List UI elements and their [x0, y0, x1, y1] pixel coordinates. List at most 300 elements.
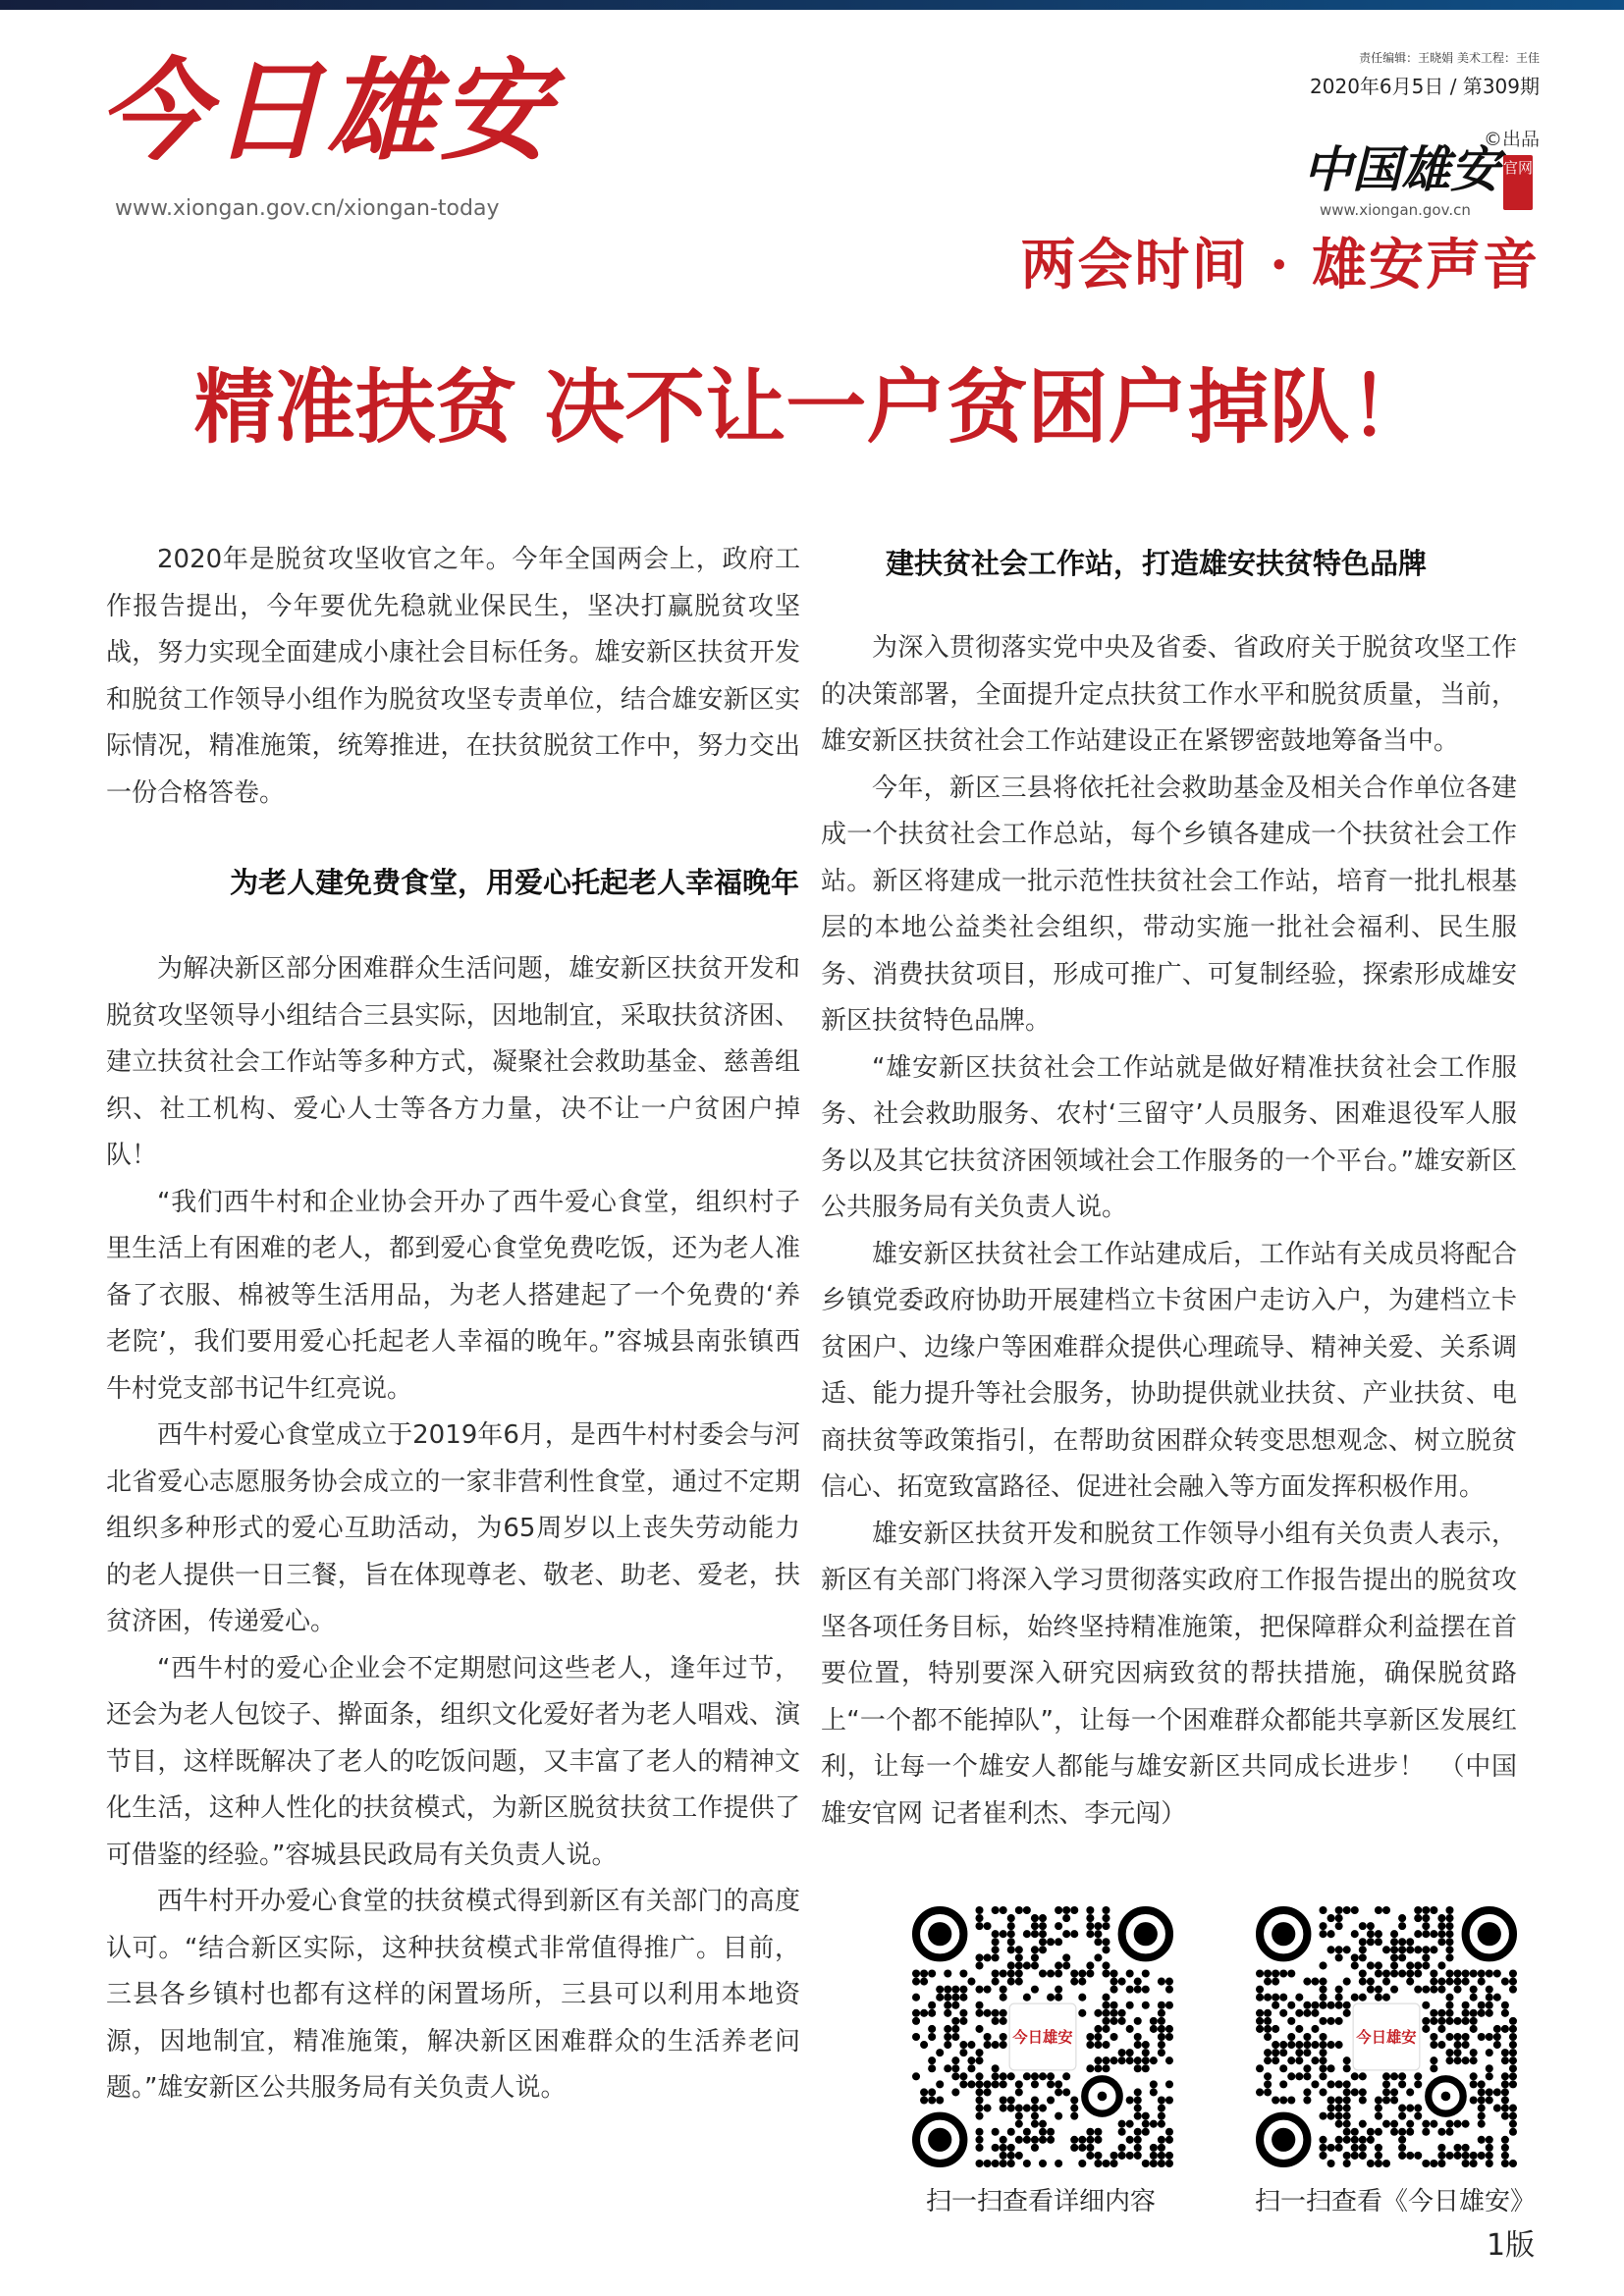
qr-module	[1303, 2064, 1311, 2072]
qr-module	[928, 2096, 936, 2104]
qr-module	[1023, 1961, 1031, 1969]
qr-module	[1039, 2136, 1047, 2144]
qr-module	[1150, 2080, 1158, 2088]
qr-module	[1501, 2056, 1509, 2064]
qr-module	[1343, 2096, 1351, 2104]
qr-module	[944, 2041, 951, 2049]
qr-module	[944, 2009, 951, 2017]
qr-module	[1359, 1953, 1367, 1961]
masthead-logo: 今日雄安	[98, 47, 554, 176]
qr-module	[1023, 2128, 1031, 2136]
qr-module	[1462, 1969, 1470, 1977]
qr-module	[1478, 2088, 1486, 2096]
qr-module	[1158, 2096, 1165, 2104]
qr-module	[1390, 2120, 1398, 2128]
qr-module	[920, 2041, 928, 2049]
qr-module	[1501, 2152, 1509, 2160]
qr-module	[1501, 2096, 1509, 2104]
qr-module	[928, 2033, 936, 2041]
qr-module	[1437, 2128, 1445, 2136]
paragraph: “雄安新区扶贫社会工作站就是做好精准扶贫社会工作服务、社会救助服务、农村‘三留守’人员服务、困难退役军人服务以及其它扶贫济困领域社会工作服务的一个平台。”雄安新区公共服务局有关负责人说。	[821, 1052, 1517, 1222]
qr-module	[1279, 1994, 1287, 2002]
qr-module	[984, 2160, 992, 2167]
qr-module	[1437, 1986, 1445, 1994]
qr-module	[1454, 2017, 1462, 2025]
qr-module	[1086, 2041, 1094, 2049]
qr-module	[1390, 1953, 1398, 1961]
qr-logo-text: 今日雄安	[1356, 2028, 1417, 2047]
qr-module	[1422, 2017, 1430, 2025]
qr-module	[1094, 1938, 1102, 1946]
qr-module	[1264, 2088, 1272, 2096]
qr-module	[1000, 2096, 1007, 2104]
qr-module	[1165, 1986, 1173, 1994]
qr-module	[951, 2072, 959, 2080]
paragraph: 为解决新区部分困难群众生活问题，雄安新区扶贫开发和脱贫攻坚领导小组结合三县实际，因地制宜，采取扶贫济困、建立扶贫社会工作站等多种方式，凝聚社会救助基金、慈善组织、社工机构、爱心人士等各方力量，决不让一户贫困户掉队！	[106, 954, 800, 1170]
qr-module	[1086, 2128, 1094, 2136]
qr-module	[1094, 1922, 1102, 1930]
qr-module	[1501, 2025, 1509, 2033]
headline: 精准扶贫 决不让一户贫困户掉队！	[193, 360, 1431, 454]
qr-module	[920, 2009, 928, 2017]
qr-module	[920, 1978, 928, 1986]
qr-module	[1158, 2041, 1165, 2049]
qr-module	[1023, 1906, 1031, 1914]
qr-module	[1367, 2160, 1375, 2167]
qr-module	[912, 2033, 920, 2041]
qr-finder-dot	[1272, 2128, 1295, 2152]
qr-module	[1094, 2041, 1102, 2049]
qr-module	[1086, 1914, 1094, 1922]
qr-module	[1462, 2009, 1470, 2017]
qr-module	[1142, 2160, 1150, 2167]
qr-module	[1279, 2080, 1287, 2088]
qr-module	[1102, 1961, 1110, 1969]
qr-module	[1382, 2120, 1390, 2128]
qr-module	[1430, 2033, 1437, 2041]
qr-module	[1264, 2080, 1272, 2088]
qr-module	[1000, 2144, 1007, 2152]
qr-module	[936, 1986, 944, 1994]
left-intro	[106, 537, 800, 817]
qr-module	[967, 2080, 975, 2088]
qr-module	[1047, 2128, 1055, 2136]
qr-module	[1110, 2056, 1118, 2064]
qr-module	[1509, 1986, 1517, 1994]
qr-module	[1264, 2009, 1272, 2017]
qr-module	[1023, 1994, 1031, 2002]
qr-module	[1134, 2144, 1142, 2152]
qr-module	[1264, 1969, 1272, 1977]
qr-module	[992, 2144, 1000, 2152]
qr-module	[1256, 2088, 1264, 2096]
qr-module	[984, 2009, 992, 2017]
qr-code-details[interactable]	[912, 1906, 1173, 2167]
qr-module	[1134, 2088, 1142, 2096]
qr-module	[1150, 2056, 1158, 2064]
qr-module	[1351, 1906, 1359, 1914]
qr-module	[959, 2009, 967, 2017]
qr-module	[1311, 2009, 1319, 2017]
qr-module	[1070, 2096, 1078, 2104]
qr-code-newspaper[interactable]	[1256, 1906, 1517, 2167]
qr-module	[912, 2017, 920, 2025]
qr-module	[1422, 1914, 1430, 1922]
qr-module	[1272, 2049, 1279, 2056]
qr-module	[1509, 2072, 1517, 2080]
qr-module	[1279, 2009, 1287, 2017]
qr-module	[1039, 2072, 1047, 2080]
qr-module	[920, 2096, 928, 2104]
qr-module	[992, 2009, 1000, 2017]
qr-module	[1070, 2112, 1078, 2120]
qr-module	[1335, 1986, 1343, 1994]
qr-module	[1343, 2064, 1351, 2072]
qr-module	[1382, 2088, 1390, 2096]
qr-module	[1142, 2120, 1150, 2128]
qr-module	[1055, 2088, 1062, 2096]
qr-module	[1335, 2080, 1343, 2088]
qr-module	[1478, 2105, 1486, 2112]
qr-module	[1493, 1994, 1501, 2002]
qr-module	[1039, 1969, 1047, 1977]
qr-module	[1445, 1938, 1453, 1946]
qr-module	[944, 2025, 951, 2033]
qr-module	[1327, 2017, 1335, 2025]
qr-module	[1445, 2017, 1453, 2025]
qr-module	[1039, 1930, 1047, 1938]
qr-module	[1150, 2017, 1158, 2025]
qr-module	[1462, 2120, 1470, 2128]
qr-module	[1335, 2144, 1343, 2152]
qr-module	[1134, 2105, 1142, 2112]
qr-module	[1445, 1914, 1453, 1922]
qr-module	[1414, 2072, 1422, 2080]
right-subheading: 建扶贫社会工作站，打造雄安扶贫特色品牌	[886, 547, 1428, 580]
qr-module	[1343, 2152, 1351, 2160]
qr-module	[1047, 1938, 1055, 1946]
paragraph: “我们西牛村和企业协会开办了西牛爱心食堂，组织村子里生活上有困难的老人，都到爱心食堂免费吃饭，还为老人准备了衣服、棉被等生活用品，为老人搭建起了一个免费的‘养老院’，我们要用爱心托起老人幸福的晚年。”容城县南张镇西牛村党支部书记牛红亮说。	[106, 1187, 800, 1404]
qr-module	[1000, 1930, 1007, 1938]
qr-module	[1478, 1978, 1486, 1986]
qr-module	[1070, 1906, 1078, 1914]
qr-module	[1055, 1961, 1062, 1969]
qr-module	[1501, 2144, 1509, 2152]
qr-module	[1478, 2080, 1486, 2088]
qr-module	[1445, 2002, 1453, 2009]
qr-module	[1272, 2056, 1279, 2064]
qr-module	[1086, 1906, 1094, 1914]
qr-module	[1382, 2080, 1390, 2088]
qr-module	[1264, 2033, 1272, 2041]
qr-module	[1445, 2128, 1453, 2136]
qr-module	[1142, 2128, 1150, 2136]
qr-module	[975, 2096, 983, 2104]
qr-module	[975, 2112, 983, 2120]
qr-module	[1382, 1946, 1390, 1953]
qr-module	[1390, 1938, 1398, 1946]
qr-module	[1078, 2144, 1086, 2152]
qr-module	[1367, 1961, 1375, 1969]
qr-module	[1007, 1914, 1015, 1922]
qr-module	[1102, 2009, 1110, 2017]
publisher-url[interactable]: www.xiongan.gov.cn	[1320, 201, 1471, 219]
qr-module	[1509, 2017, 1517, 2025]
qr-module	[1343, 2056, 1351, 2064]
qr-module	[1319, 1994, 1326, 2002]
qr-module	[1134, 1986, 1142, 1994]
qr-module	[928, 2002, 936, 2009]
qr-module	[1118, 2128, 1126, 2136]
qr-module	[975, 2049, 983, 2056]
qr-module	[1406, 2105, 1414, 2112]
qr-module	[1486, 2009, 1493, 2017]
qr-module	[1303, 1978, 1311, 1986]
qr-module	[1478, 2096, 1486, 2104]
qr-module	[1437, 2160, 1445, 2167]
qr-module	[1287, 2096, 1295, 2104]
qr-module	[1430, 2064, 1437, 2072]
qr-module	[1509, 1978, 1517, 1986]
qr-module	[1486, 2152, 1493, 2160]
qr-module	[1509, 2041, 1517, 2049]
qr-module	[928, 2064, 936, 2072]
qr-module	[1359, 2136, 1367, 2144]
qr-module	[975, 1986, 983, 1994]
qr-module	[1437, 1922, 1445, 1930]
qr-module	[1015, 1946, 1023, 1953]
qr-module	[1454, 1978, 1462, 1986]
qr-module	[1165, 2033, 1173, 2041]
qr-module	[1000, 1986, 1007, 1994]
qr-module	[1390, 2128, 1398, 2136]
qr-module	[1351, 1994, 1359, 2002]
qr-module	[1094, 2160, 1102, 2167]
qr-module	[1462, 2160, 1470, 2167]
qr-module	[1501, 2002, 1509, 2009]
qr-module	[1470, 2056, 1478, 2064]
qr-caption-newspaper: 扫一扫查看《今日雄安》	[1255, 2187, 1537, 2216]
qr-module	[1031, 1986, 1039, 1994]
qr-module	[1039, 2128, 1047, 2136]
qr-module	[944, 2033, 951, 2041]
qr-module	[1000, 1906, 1007, 1914]
qr-module	[1031, 2072, 1039, 2080]
qr-module	[1359, 1938, 1367, 1946]
qr-module	[1110, 2017, 1118, 2025]
qr-module	[1319, 1978, 1326, 1986]
qr-module	[1039, 1946, 1047, 1953]
qr-module	[1015, 1969, 1023, 1977]
qr-module	[951, 2017, 959, 2025]
qr-module	[959, 2072, 967, 2080]
qr-module	[1134, 2041, 1142, 2049]
qr-module	[1023, 2072, 1031, 2080]
qr-module	[1390, 2096, 1398, 2104]
qr-module	[1327, 1914, 1335, 1922]
qr-module	[1165, 2096, 1173, 2104]
qr-module	[1303, 2049, 1311, 2056]
qr-module	[1509, 2112, 1517, 2120]
qr-module	[1000, 1969, 1007, 1977]
qr-module	[1414, 2105, 1422, 2112]
qr-module	[1478, 2112, 1486, 2120]
qr-module	[1509, 2033, 1517, 2041]
qr-module	[1462, 2033, 1470, 2041]
qr-module	[1102, 2025, 1110, 2033]
qr-module	[1015, 2080, 1023, 2088]
paragraph: 今年，新区三县将依托社会救助基金及相关合作单位各建成一个扶贫社会工作总站，每个乡镇各建成一个扶贫社会工作站。新区将建成一批示范性扶贫社会工作站，培育一批扎根基层的本地公益类社会组织，带动实施一批社会福利、民生服务、消费扶贫项目，形成可推广、可复制经验，探索形成雄安新区扶贫特色品牌。	[821, 773, 1517, 1036]
qr-module	[1493, 2105, 1501, 2112]
qr-logo-text: 今日雄安	[1012, 2028, 1073, 2047]
qr-module	[1437, 2017, 1445, 2025]
qr-module	[1070, 2105, 1078, 2112]
qr-module	[984, 2041, 992, 2049]
qr-module	[1414, 2152, 1422, 2160]
qr-module	[1319, 1961, 1326, 1969]
qr-module	[1118, 2120, 1126, 2128]
qr-module	[1327, 2096, 1335, 2104]
qr-module	[1287, 1969, 1295, 1977]
right-body	[821, 625, 1517, 1838]
qr-module	[1094, 2136, 1102, 2144]
qr-module	[1486, 2072, 1493, 2080]
qr-module	[1031, 2080, 1039, 2088]
qr-module	[1430, 2041, 1437, 2049]
qr-module	[1094, 1953, 1102, 1961]
qr-module	[1279, 2064, 1287, 2072]
qr-module	[992, 2128, 1000, 2136]
qr-module	[1150, 2088, 1158, 2096]
qr-module	[1142, 2002, 1150, 2009]
qr-module	[1279, 2096, 1287, 2104]
qr-module	[992, 1938, 1000, 1946]
qr-module	[1375, 1961, 1382, 1969]
qr-module	[1134, 2112, 1142, 2120]
qr-module	[1150, 2152, 1158, 2160]
qr-module	[1359, 2152, 1367, 2160]
paragraph: 为深入贯彻落实党中央及省委、省政府关于脱贫攻坚工作的决策部署，全面提升定点扶贫工作水平和脱贫质量，当前，雄安新区扶贫社会工作站建设正在紧锣密鼓地筹备当中。	[821, 633, 1517, 756]
qr-module	[959, 2017, 967, 2025]
qr-module	[1000, 2017, 1007, 2025]
qr-module	[1422, 2120, 1430, 2128]
qr-module	[1335, 2120, 1343, 2128]
qr-module	[1406, 1978, 1414, 1986]
produced-by: ©出品	[1483, 129, 1540, 150]
qr-module	[1398, 2105, 1406, 2112]
qr-module	[1367, 2136, 1375, 2144]
qr-module	[1406, 2128, 1414, 2136]
qr-module	[1039, 1914, 1047, 1922]
qr-module	[1454, 2049, 1462, 2056]
left-body	[106, 946, 800, 2112]
qr-module	[1023, 2160, 1031, 2167]
qr-module	[1279, 2049, 1287, 2056]
qr-module	[1158, 2160, 1165, 2167]
qr-module	[1031, 2112, 1039, 2120]
qr-module	[1478, 2120, 1486, 2128]
qr-module	[1509, 1969, 1517, 1977]
qr-module	[1102, 2041, 1110, 2049]
qr-module	[1319, 2152, 1326, 2160]
qr-module	[1102, 1914, 1110, 1922]
qr-module	[1126, 2056, 1134, 2064]
qr-module	[1000, 1994, 1007, 2002]
qr-module	[1398, 1969, 1406, 1977]
qr-module	[1110, 2009, 1118, 2017]
qr-module	[1031, 2136, 1039, 2144]
qr-module	[975, 2160, 983, 2167]
qr-module	[1470, 2152, 1478, 2160]
qr-module	[1039, 1922, 1047, 1930]
qr-module	[1134, 2056, 1142, 2064]
qr-module	[1015, 2088, 1023, 2096]
masthead-url[interactable]: www.xiongan.gov.cn/xiongan-today	[115, 196, 500, 221]
qr-module	[1509, 2120, 1517, 2128]
qr-module	[1351, 2152, 1359, 2160]
qr-module	[1335, 1906, 1343, 1914]
qr-module	[1070, 1978, 1078, 1986]
qr-module	[975, 2080, 983, 2088]
qr-module	[992, 1946, 1000, 1953]
left-subheading: 为老人建免费食堂，用爱心托起老人幸福晚年	[229, 866, 799, 899]
qr-module	[1422, 2025, 1430, 2033]
qr-module	[959, 1986, 967, 1994]
qr-module	[951, 2064, 959, 2072]
qr-module	[1256, 2017, 1264, 2025]
qr-module	[1031, 1914, 1039, 1922]
qr-module	[1118, 2144, 1126, 2152]
qr-module	[1134, 2064, 1142, 2072]
qr-module	[1375, 1969, 1382, 1977]
qr-module	[1501, 2009, 1509, 2017]
qr-module	[1445, 1978, 1453, 1986]
qr-module	[1287, 2002, 1295, 2009]
qr-module	[1118, 2009, 1126, 2017]
qr-module	[1102, 1969, 1110, 1977]
qr-module	[1414, 2112, 1422, 2120]
qr-module	[1134, 2136, 1142, 2144]
qr-module	[1430, 1978, 1437, 1986]
qr-module	[928, 2088, 936, 2096]
qr-module	[1086, 1922, 1094, 1930]
qr-module	[1319, 1922, 1326, 1930]
qr-module	[1110, 1978, 1118, 1986]
editor-credits: 责任编辑：王晓娟 美术工程：王佳	[1359, 51, 1540, 65]
qr-module	[1445, 2049, 1453, 2056]
qr-module	[1375, 1994, 1382, 2002]
qr-module	[1062, 1961, 1070, 1969]
qr-module	[1256, 2009, 1264, 2017]
qr-module	[1445, 2152, 1453, 2160]
qr-module	[1430, 1906, 1437, 1914]
qr-module	[1047, 2072, 1055, 2080]
qr-module	[1398, 2072, 1406, 2080]
qr-module	[1509, 2056, 1517, 2064]
qr-module	[1375, 2112, 1382, 2120]
qr-module	[1406, 2088, 1414, 2096]
qr-module	[1437, 2152, 1445, 2160]
qr-align-dot	[1441, 2092, 1451, 2102]
qr-module	[1422, 1961, 1430, 1969]
qr-module	[1445, 1953, 1453, 1961]
qr-module	[1158, 2017, 1165, 2025]
qr-finder-dot	[1478, 1922, 1501, 1946]
qr-module	[1414, 1930, 1422, 1938]
qr-module	[1390, 2072, 1398, 2080]
qr-module	[1256, 1986, 1264, 1994]
qr-module	[1287, 2033, 1295, 2041]
